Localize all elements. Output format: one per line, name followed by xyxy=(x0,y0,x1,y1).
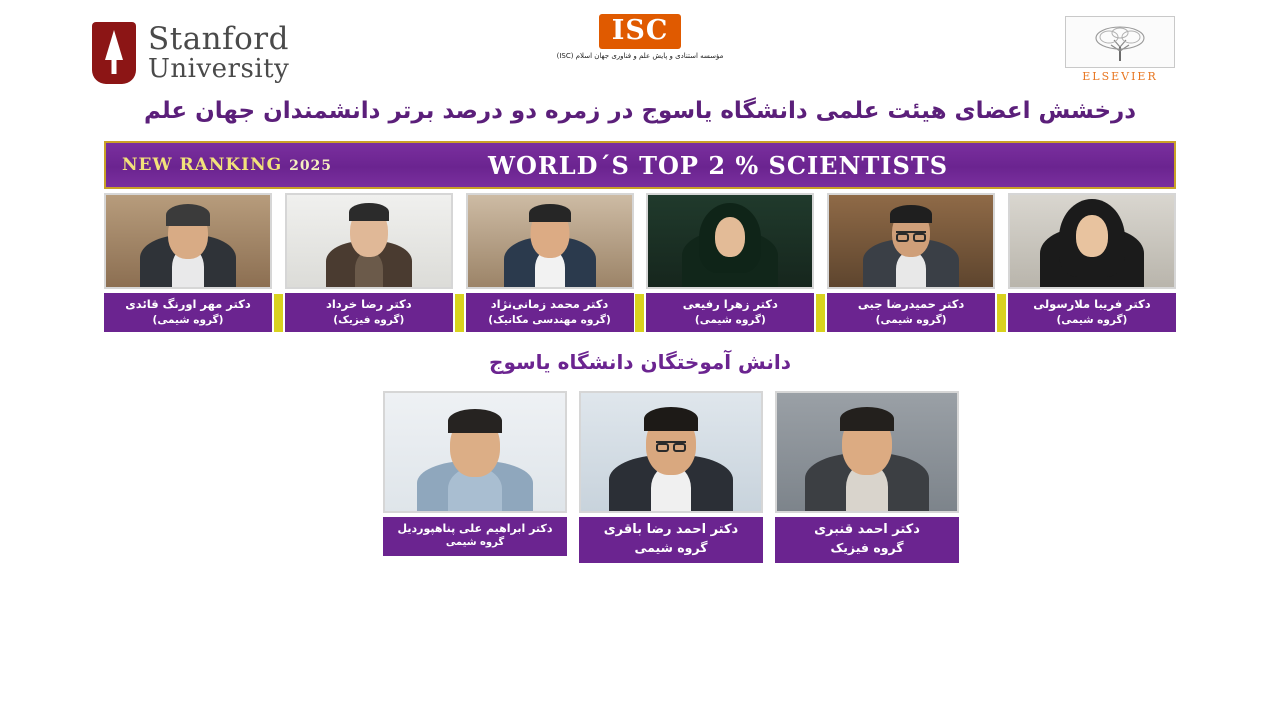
faculty-name-text: دکتر زهرا رفیعی xyxy=(682,297,778,311)
faculty-card xyxy=(285,193,453,332)
alumni-photo xyxy=(383,391,567,513)
alumni-row xyxy=(383,391,959,563)
faculty-dept-text: (گروه شیمی) xyxy=(694,313,766,326)
isc-subtitle: مؤسسه استنادی و پایش علم و فناوری جهان اسلام (ISC) xyxy=(556,52,724,60)
alumni-card xyxy=(383,391,567,563)
stanford-wordmark xyxy=(148,23,289,83)
faculty-photo xyxy=(466,193,634,289)
faculty-dept-text: (گروه فیزیک) xyxy=(333,313,405,326)
faculty-name xyxy=(466,293,634,332)
isc-logo xyxy=(540,14,740,61)
faculty-photo xyxy=(827,193,995,289)
alumni-name xyxy=(775,517,959,563)
faculty-name-text: دکتر حمیدرضا جبی xyxy=(857,297,965,311)
faculty-name xyxy=(827,293,995,332)
banner-title: WORLD´S TOP 2 % SCIENTISTS xyxy=(487,150,949,180)
elsevier-frame xyxy=(1065,16,1175,68)
alumni-name xyxy=(579,517,763,563)
divider-bar xyxy=(997,294,1006,332)
ranking-banner xyxy=(104,141,1176,189)
faculty-dept-text: (گروه شیمی) xyxy=(875,313,947,326)
faculty-name xyxy=(104,293,272,332)
faculty-photo xyxy=(646,193,814,289)
logo-bar xyxy=(0,8,1280,90)
alumni-photo xyxy=(579,391,763,513)
faculty-name xyxy=(1008,293,1176,332)
faculty-card xyxy=(1008,193,1176,332)
faculty-name xyxy=(285,293,453,332)
banner-year: 2025 xyxy=(289,158,333,174)
divider-bar xyxy=(816,294,825,332)
elsevier-wordmark: ELSEVIER xyxy=(1082,70,1158,83)
faculty-name xyxy=(646,293,814,332)
alumni-dept-text: گروه شیمی xyxy=(445,537,505,549)
faculty-dept-text: (گروه مهندسی مکانیک) xyxy=(488,313,611,326)
divider-bar xyxy=(274,294,283,332)
faculty-name-text: دکتر فریبا ملارسولی xyxy=(1033,297,1151,311)
faculty-card xyxy=(466,193,634,332)
faculty-dept-text: (گروه شیمی) xyxy=(1056,313,1128,326)
faculty-row xyxy=(104,193,1176,332)
alumni-name xyxy=(383,517,567,556)
faculty-photo xyxy=(285,193,453,289)
glasses-icon xyxy=(656,441,686,452)
faculty-name-text: دکتر مهر اورنگ قائدی xyxy=(125,297,251,311)
alumni-section-title: دانش آموختگان دانشگاه یاسوج xyxy=(489,350,791,374)
faculty-name-text: دکتر محمد زمانی‌نژاد xyxy=(490,297,609,311)
divider-bar xyxy=(455,294,464,332)
elsevier-logo xyxy=(1065,16,1175,83)
faculty-dept-text: (گروه شیمی) xyxy=(152,313,224,326)
alumni-name-text: دکتر احمد رضا باقری xyxy=(603,522,739,537)
banner-new-label: NEW RANKING xyxy=(122,155,283,175)
stanford-tree-icon xyxy=(92,22,136,84)
page-title: درخشش اعضای هیئت علمی دانشگاه یاسوج در زمره دو درصد برتر دانشمندان جهان علم xyxy=(143,98,1137,124)
alumni-name-text: دکتر احمد قنبری xyxy=(814,522,920,537)
faculty-photo xyxy=(1008,193,1176,289)
divider-bar xyxy=(635,294,644,332)
stanford-line2: University xyxy=(148,53,290,84)
stanford-logo xyxy=(92,22,289,84)
elsevier-tree-icon xyxy=(1089,23,1151,63)
faculty-card xyxy=(104,193,272,332)
stanford-line1: Stanford xyxy=(148,21,289,58)
alumni-card xyxy=(775,391,959,563)
alumni-card xyxy=(579,391,763,563)
faculty-card xyxy=(827,193,995,332)
alumni-photo xyxy=(775,391,959,513)
isc-mark: ISC xyxy=(599,14,682,49)
faculty-name-text: دکتر رضا خرداد xyxy=(325,297,412,311)
faculty-card xyxy=(646,193,814,332)
faculty-photo xyxy=(104,193,272,289)
alumni-dept-text: گروه فیزیک xyxy=(830,540,904,556)
glasses-icon xyxy=(896,231,926,242)
alumni-dept-text: گروه شیمی xyxy=(634,540,708,556)
alumni-name-text: دکتر ابراهیم علی پناهپوردیل xyxy=(397,522,553,535)
